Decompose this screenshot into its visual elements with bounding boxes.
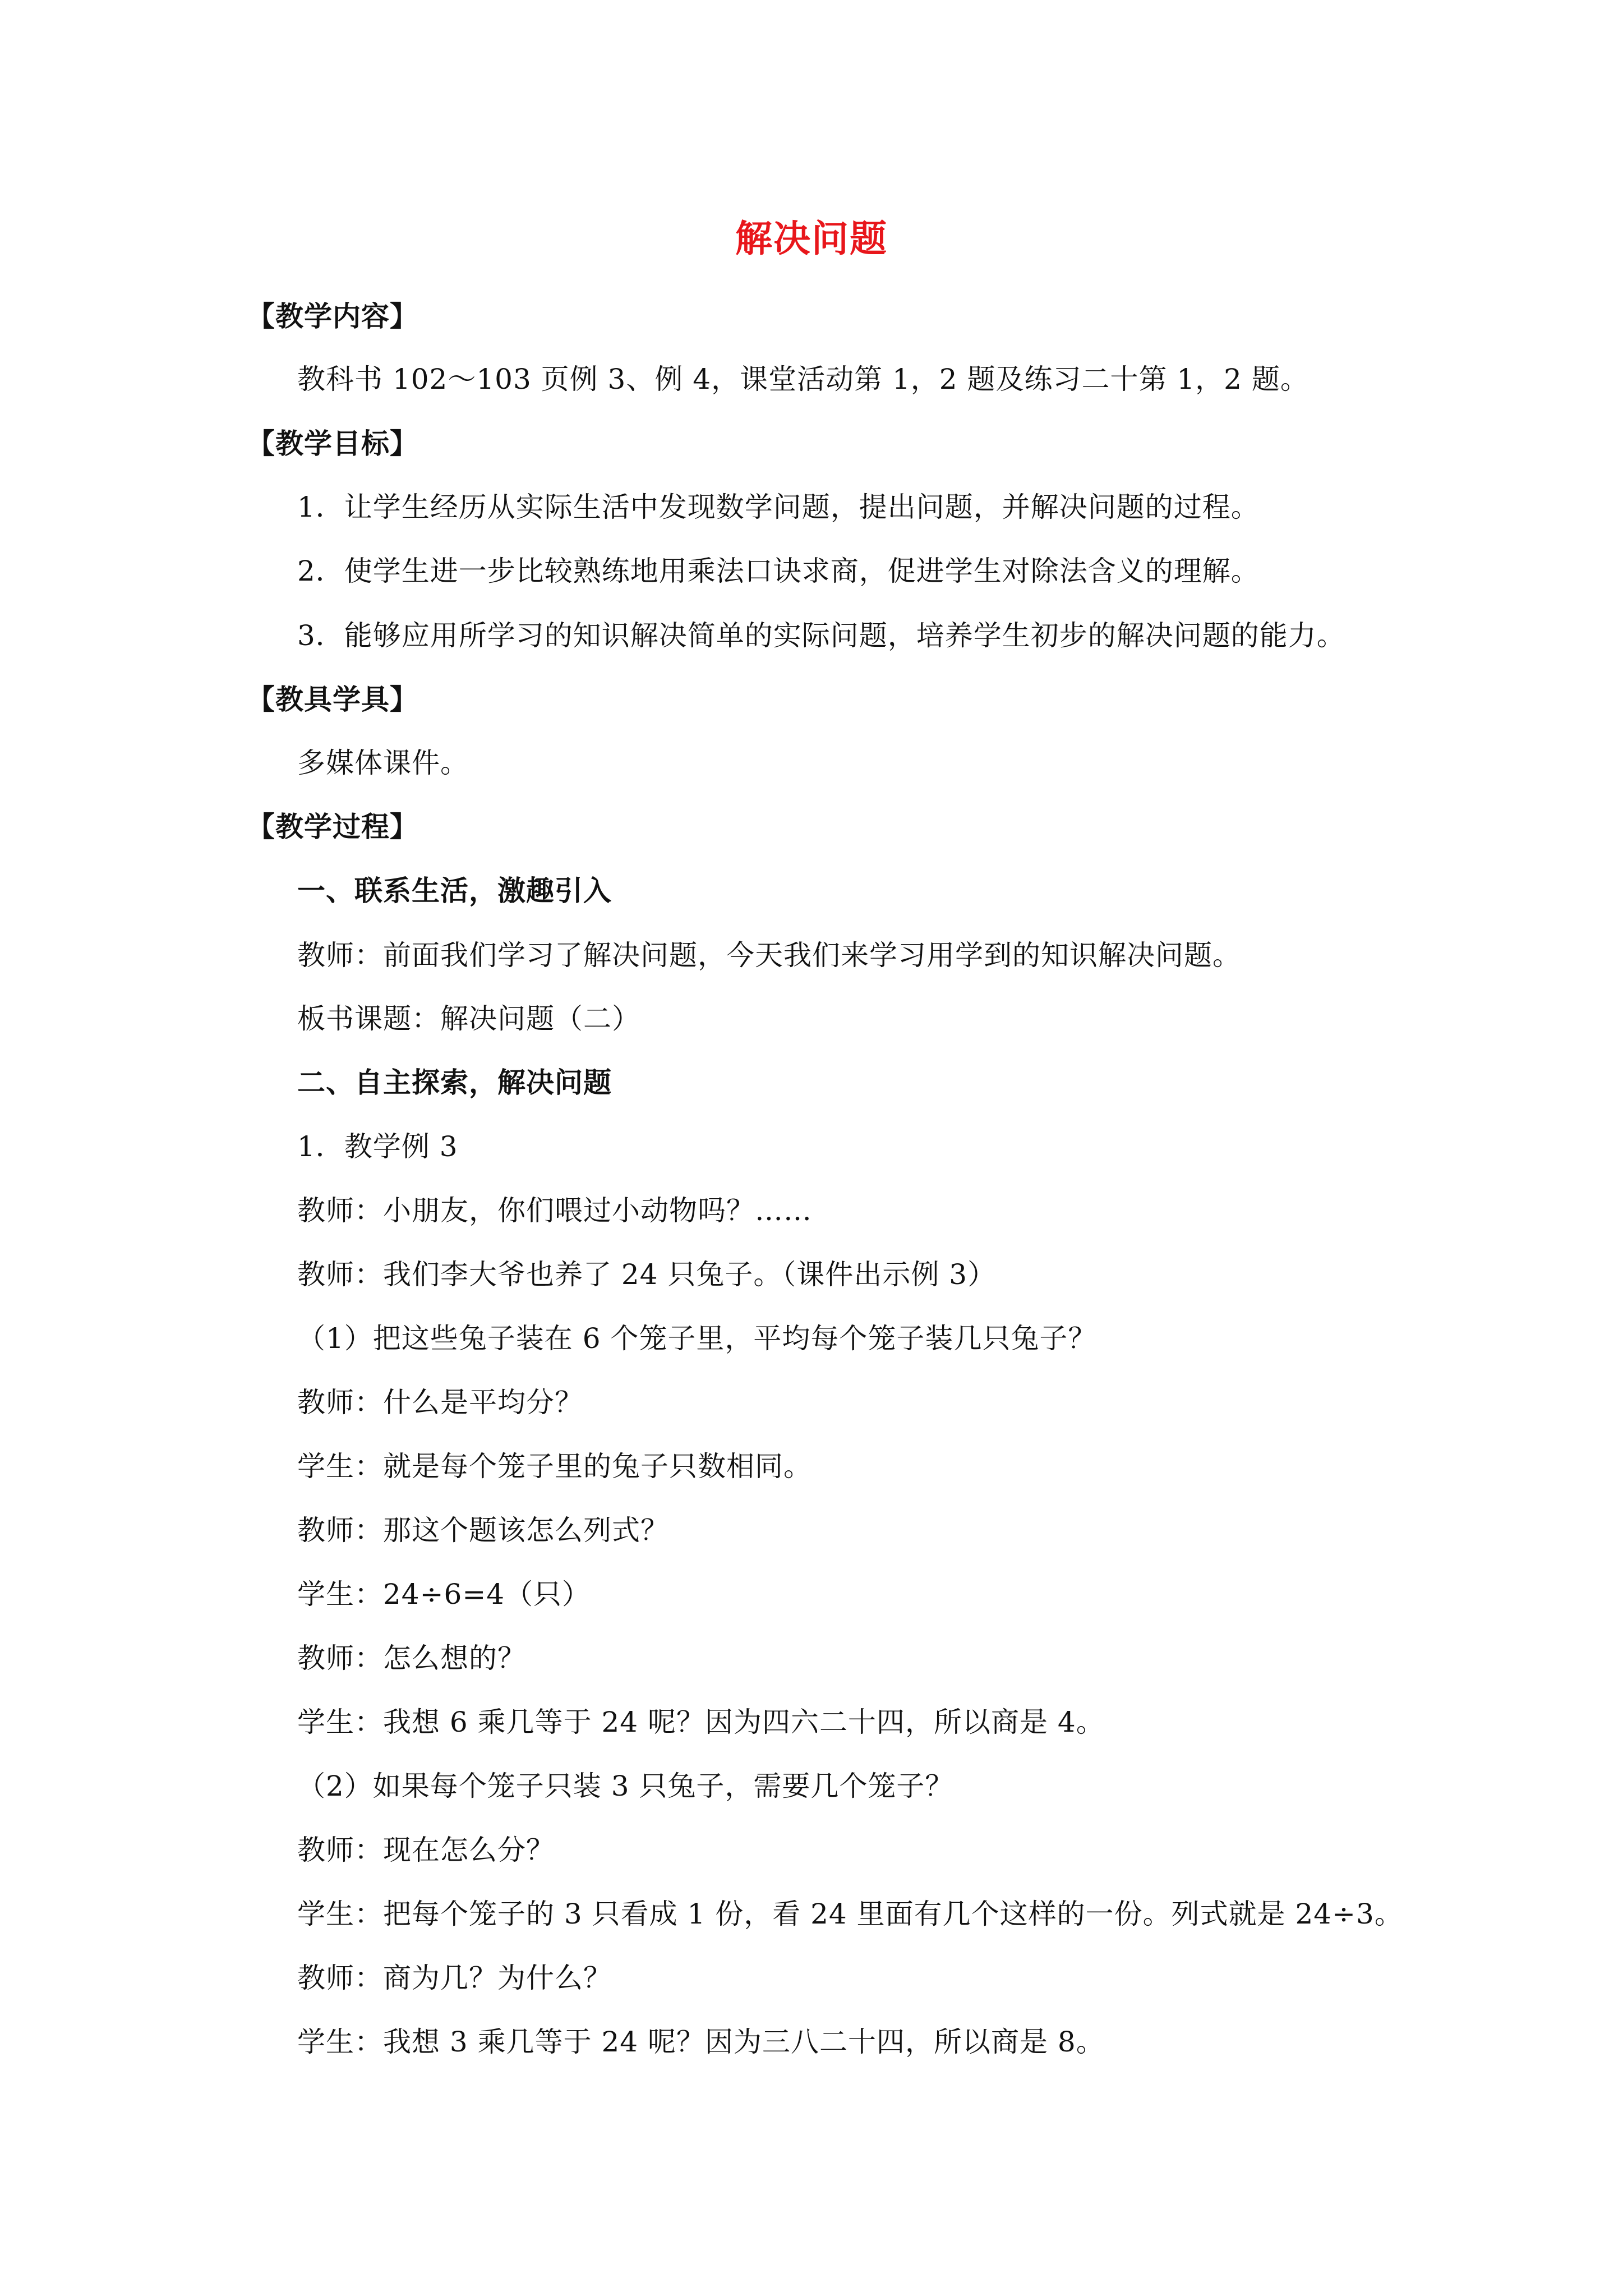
process-line: 教师：什么是平均分？: [297, 1386, 583, 1419]
process-line: 教师：怎么想的？: [297, 1642, 526, 1674]
process-line: 教师：现在怎么分？: [297, 1834, 555, 1866]
section-heading-content: 【教学内容】: [247, 300, 418, 333]
process-line: 学生：就是每个笼子里的兔子只数相同。: [297, 1450, 812, 1483]
section-heading-tools: 【教具学具】: [247, 683, 418, 716]
process-line: 教师：我们李大爷也养了 24 只兔子。（课件出示例 3）: [297, 1258, 997, 1291]
tools-text: 多媒体课件。: [297, 747, 469, 779]
process-line: 学生：24÷6=4（只）: [297, 1578, 591, 1611]
goal-item: 1．让学生经历从实际生活中发现数学问题，提出问题，并解决问题的过程。: [297, 491, 1260, 523]
section-heading-process: 【教学过程】: [247, 810, 418, 843]
section-heading-goals: 【教学目标】: [247, 427, 418, 460]
process-subheading: 一、联系生活，激趣引入: [297, 874, 612, 907]
goal-item: 3．能够应用所学习的知识解决简单的实际问题，培养学生初步的解决问题的能力。: [297, 619, 1345, 652]
process-line: 教师：小朋友，你们喂过小动物吗？……: [297, 1194, 812, 1227]
process-line: 教师：那这个题该怎么列式？: [297, 1514, 669, 1547]
document-title: 解决问题: [735, 217, 888, 260]
process-line: 学生：我想 3 乘几等于 24 呢？因为三八二十四，所以商是 8。: [297, 2026, 1105, 2058]
process-line: 1．教学例 3: [297, 1130, 458, 1163]
process-subheading: 二、自主探索，解决问题: [297, 1066, 612, 1099]
content-text: 教科书 102～103 页例 3、例 4，课堂活动第 1，2 题及练习二十第 1，2 题。: [297, 363, 1309, 395]
goal-item: 2．使学生进一步比较熟练地用乘法口诀求商，促进学生对除法含义的理解。: [297, 555, 1260, 587]
process-line: （1）把这些兔子装在 6 个笼子里，平均每个笼子装几只兔子？: [297, 1322, 1097, 1355]
process-line: （2）如果每个笼子只装 3 只兔子，需要几个笼子？: [297, 1770, 954, 1802]
process-line: 板书课题：解决问题（二）: [297, 1002, 640, 1035]
process-line: 学生：我想 6 乘几等于 24 呢？因为四六二十四，所以商是 4。: [297, 1706, 1105, 1738]
process-line: 学生：把每个笼子的 3 只看成 1 份，看 24 里面有几个这样的一份。列式就是 24÷3。: [297, 1898, 1403, 1930]
process-line: 教师：前面我们学习了解决问题，今天我们来学习用学到的知识解决问题。: [297, 939, 1241, 972]
process-line: 教师：商为几？为什么？: [297, 1962, 612, 1994]
